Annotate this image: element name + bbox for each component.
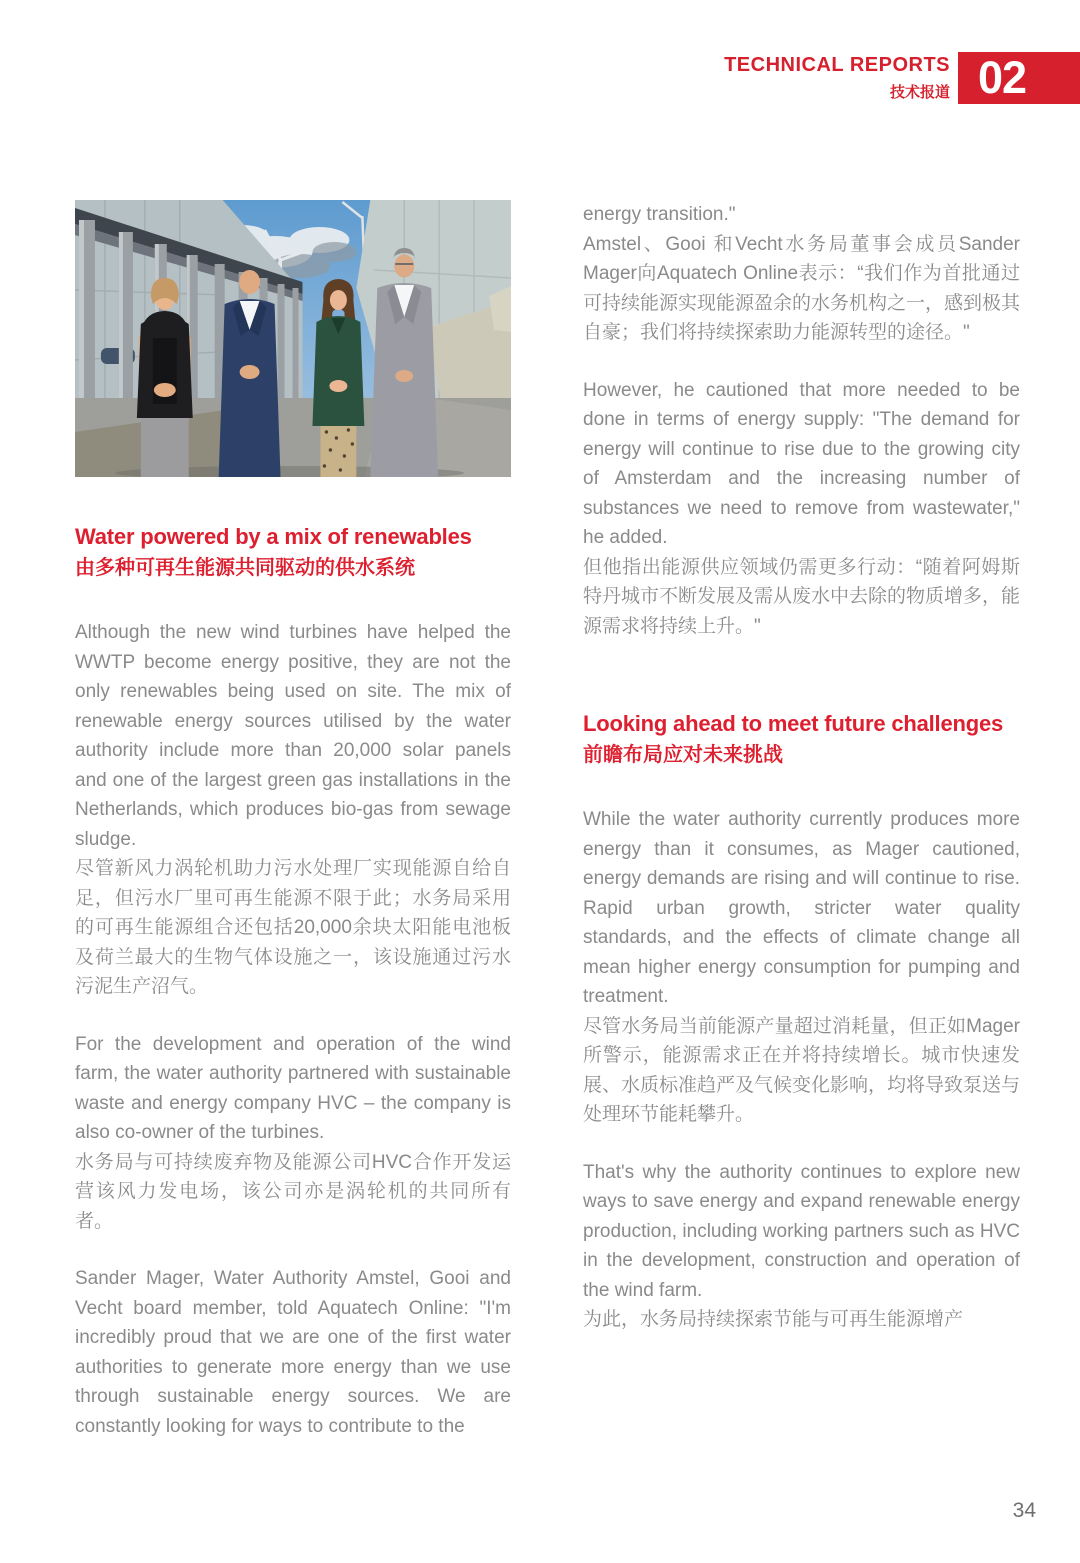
left-column — [75, 200, 511, 1441]
paragraph-en: energy transition." — [583, 204, 736, 225]
article-photo-illustration — [75, 200, 511, 477]
paragraph — [75, 618, 511, 1002]
page-number: 34 — [1012, 1499, 1036, 1522]
paragraph-zh: 尽管新风力涡轮机助力污水处理厂实现能源自给自足，但污水厂里可再生能源不限于此；水务局采用的可再生能源组合还包括20,000余块太阳能电池板及荷兰最大的生物气体设施之一，该设施通过污水污泥生产沼气。 — [75, 858, 511, 997]
paragraph-zh: 尽管水务局当前能源产量超过消耗量，但正如Mager所警示，能源需求正在并将持续增长。城市快速发展、水质标准趋严及气候变化影响，均将导致泵送与处理环节能耗攀升。 — [583, 1015, 1021, 1125]
paragraph — [583, 200, 1020, 348]
paragraph — [75, 1264, 511, 1441]
paragraph-en: However, he cautioned that more needed to be done in terms of energy supply: "The demand for energy will continue to rise due to the growing city of Amsterdam and the increasing number of substances we need to remove from wastewater," he added. — [583, 379, 1020, 548]
paragraph-en: While the water authority currently produces more energy than it consumes, as Mager cautioned, energy demands are rising and will continue to rise. Rapid urban growth, stricter water quality standards, and the effects of climate change all mean higher energy consumption for pumping and treatment. — [583, 809, 1020, 1007]
article-photo — [75, 200, 511, 477]
paragraph-en: Although the new wind turbines have helped the WWTP become energy positive, they are not the only renewables being used on site. The mix of renewable energy sources utilised by the water authority include more than 20,000 solar panels and one of the largest green gas installations in the Netherlands, which produces bio-gas from sewage sludge. — [75, 622, 511, 850]
paragraph-zh: 为此，水务局持续探索节能与可再生能源增产 — [583, 1309, 964, 1330]
section-heading-future-zh: 前瞻布局应对未来挑战 — [583, 744, 783, 766]
section-number-badge — [958, 52, 1080, 104]
paragraph — [583, 1158, 1020, 1335]
header-subtitle: 技术报道 — [889, 84, 950, 101]
paragraph-en: Sander Mager, Water Authority Amstel, Gooi and Vecht board member, told Aquatech Online: "I'm incredibly proud that we are one of the first water authorities to generate more energy than we use through sustainable energy sources. We are constantly looking for ways to contribute to the — [75, 1268, 511, 1437]
section-heading-renewables-zh: 由多种可再生能源共同驱动的供水系统 — [75, 557, 415, 579]
paragraph — [583, 805, 1020, 1130]
paragraph — [75, 1030, 511, 1237]
section-heading-renewables-en: Water powered by a mix of renewables — [75, 524, 472, 549]
header-title: TECHNICAL REPORTS — [724, 54, 950, 76]
paragraph-zh: 但他指出能源供应领域仍需更多行动：“随着阿姆斯特丹城市不断发展及需从废水中去除的物质增多，能源需求将持续上升。" — [583, 556, 1021, 637]
page-header — [724, 54, 950, 102]
paragraph-zh: 水务局与可持续废弃物及能源公司HVC合作开发运营该风力发电场，该公司亦是涡轮机的共同所有者。 — [75, 1151, 511, 1232]
section-heading-future-en: Looking ahead to meet future challenges — [583, 711, 1004, 736]
paragraph-en: For the development and operation of the wind farm, the water authority partnered with sustainable waste and energy company HVC – the company is also co-owner of the turbines. — [75, 1033, 511, 1143]
paragraph-en: That's why the authority continues to explore new ways to save energy and expand renewable energy production, including working partners such as HVC in the development, construction and operation of the wind farm. — [583, 1161, 1020, 1301]
right-column — [583, 200, 1020, 1335]
paragraph-zh: Amstel、Gooi 和Vecht水务局董事会成员Sander Mager向Aquatech Online表示：“我们作为首批通过可持续能源实现能源盈余的水务机构之一，感到极其自豪；我们将持续探索助力能源转型的途径。" — [583, 233, 1021, 343]
section-number: 02 — [978, 52, 1027, 103]
paragraph — [583, 376, 1020, 642]
